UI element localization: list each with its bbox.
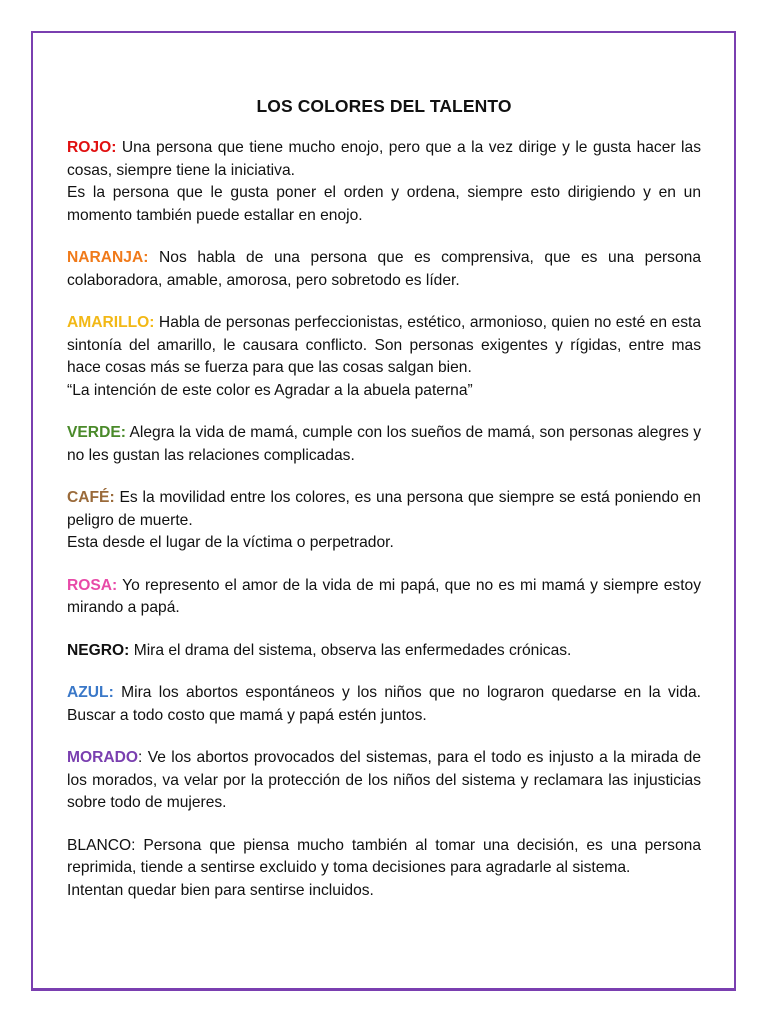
color-entries-list bbox=[67, 137, 701, 902]
entry-paragraph bbox=[67, 575, 701, 620]
color-label: ROJO: bbox=[67, 139, 117, 156]
entry-text: Es la movilidad entre los colores, es una persona que siempre se está poniendo en peligro de muerte. bbox=[67, 489, 701, 529]
color-label: AZUL: bbox=[67, 684, 114, 701]
color-entry bbox=[67, 422, 701, 467]
color-label: VERDE: bbox=[67, 424, 126, 441]
entry-text: : Ve los abortos provocados del sistemas, para el todo es injusto a la mirada de los morados, va velar por la protección de los niños del sistema y reclamara las injusticias sobre todo de mujeres. bbox=[67, 749, 701, 811]
color-entry bbox=[67, 487, 701, 555]
entry-text: Habla de personas perfeccionistas, estético, armonioso, quien no esté en esta sintonía del amarillo, le causara conflicto. Son personas exigentes y rígidas, entre mas hace cosas más se fuerza para que las cosas salgan bien. bbox=[67, 314, 701, 376]
entry-paragraph bbox=[67, 137, 701, 182]
color-entry bbox=[67, 312, 701, 402]
entry-paragraph bbox=[67, 247, 701, 292]
color-label: AMARILLO: bbox=[67, 314, 155, 331]
entry-paragraph bbox=[67, 422, 701, 467]
entry-extra-paragraph: “La intención de este color es Agradar a la abuela paterna” bbox=[67, 381, 473, 399]
entry-text: Alegra la vida de mamá, cumple con los sueños de mamá, son personas alegres y no les gustan las relaciones complicadas. bbox=[67, 424, 701, 464]
color-entry bbox=[67, 835, 701, 903]
color-entry bbox=[67, 747, 701, 815]
color-label: NARANJA: bbox=[67, 249, 149, 266]
color-label: NEGRO: bbox=[67, 641, 130, 659]
color-entry bbox=[67, 640, 701, 663]
color-label: MORADO bbox=[67, 749, 139, 766]
entry-extra-paragraph: Intentan quedar bien para sentirse incluidos. bbox=[67, 881, 374, 899]
color-label: CAFÉ: bbox=[67, 489, 115, 506]
color-entry bbox=[67, 247, 701, 292]
entry-paragraph bbox=[67, 312, 701, 380]
color-entry bbox=[67, 575, 701, 620]
entry-paragraph bbox=[67, 682, 701, 727]
document-title: LOS COLORES DEL TALENTO bbox=[256, 96, 512, 116]
entry-text: Una persona que tiene mucho enojo, pero que a la vez dirige y le gusta hacer las cosas, siempre tiene la iniciativa. bbox=[67, 139, 701, 179]
color-entry bbox=[67, 682, 701, 727]
color-label: ROSA: bbox=[67, 576, 118, 594]
entry-paragraph bbox=[67, 747, 701, 815]
entry-paragraph bbox=[67, 640, 701, 663]
entry-paragraph bbox=[67, 835, 701, 880]
entry-text: Nos habla de una persona que es comprensiva, que es una persona colaboradora, amable, amorosa, pero sobretodo es líder. bbox=[67, 249, 701, 289]
document-body bbox=[67, 96, 701, 922]
color-entry bbox=[67, 137, 701, 227]
entry-text: Yo represento el amor de la vida de mi papá, que no es mi mamá y siempre estoy mirando a papá. bbox=[67, 576, 701, 616]
entry-text: Mira el drama del sistema, observa las enfermedades crónicas. bbox=[129, 641, 572, 659]
entry-text: Mira los abortos espontáneos y los niños que no lograron quedarse en la vida. Buscar a todo costo que mamá y papá estén juntos. bbox=[67, 684, 701, 724]
entry-extra-paragraph: Es la persona que le gusta poner el orden y ordena, siempre esto dirigiendo y en un momento también puede estallar en enojo. bbox=[67, 184, 701, 224]
entry-extra-paragraph: Esta desde el lugar de la víctima o perpetrador. bbox=[67, 534, 394, 551]
entry-paragraph bbox=[67, 487, 701, 532]
entry-text: BLANCO: Persona que piensa mucho también al tomar una decisión, es una persona reprimida, tiende a sentirse excluido y toma decisiones para agradarle al sistema. bbox=[67, 836, 701, 876]
